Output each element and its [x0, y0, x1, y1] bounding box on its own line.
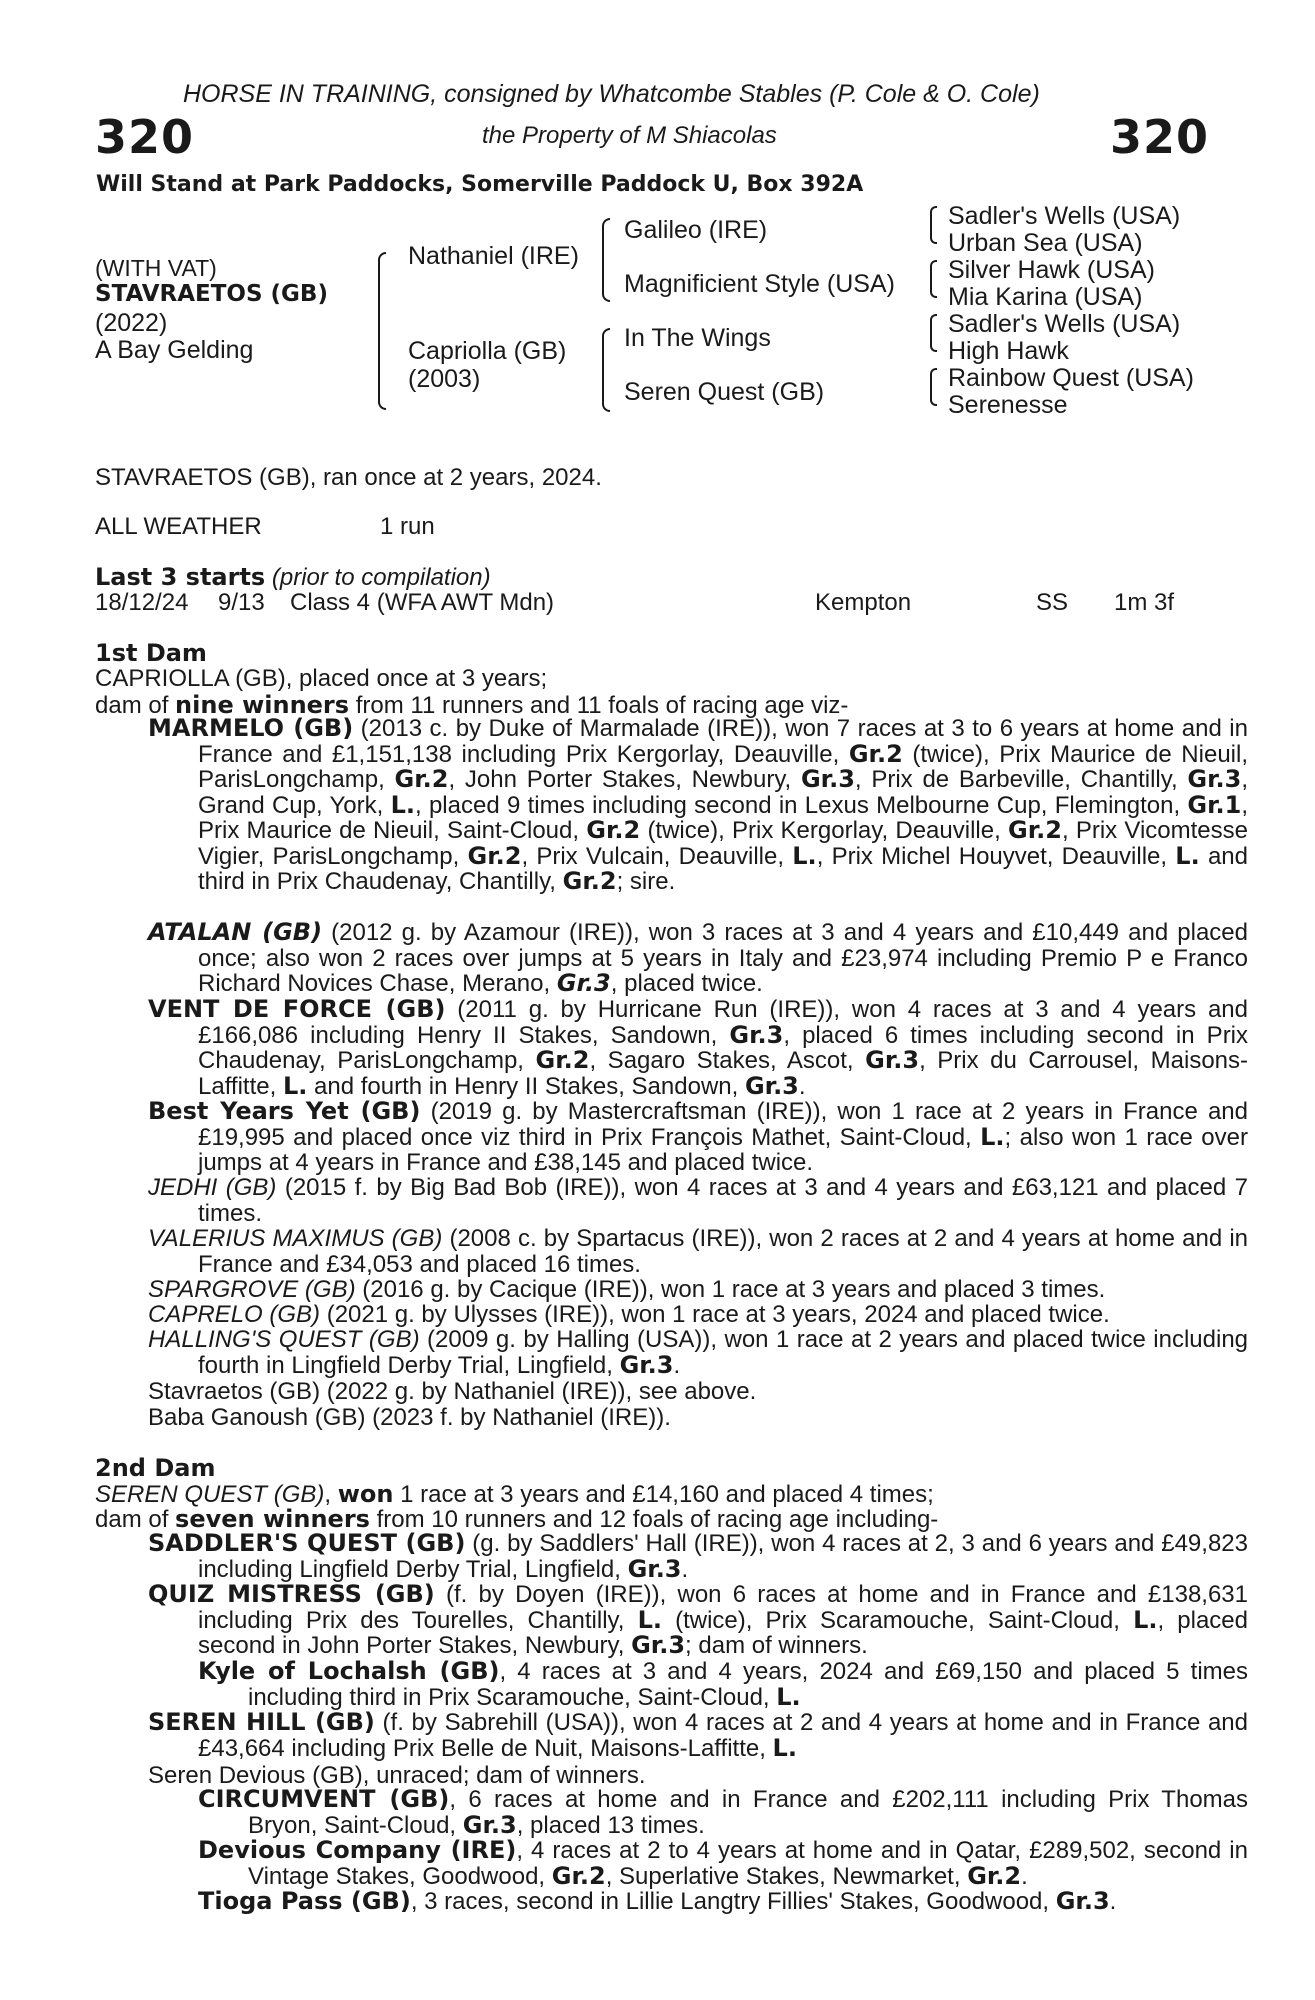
second-dam-heading: 2nd Dam [95, 1454, 216, 1482]
entry-tioga-pass: Tioga Pass (GB), 3 races, second in Lillie Langtry Fillies' Stakes, Goodwood, Gr.3. [198, 1887, 1117, 1915]
entry-stavraetos: Stavraetos (GB) (2022 g. by Nathaniel (IRE)), see above. [148, 1378, 757, 1405]
pedigree-g3: Mia Karina (USA) [948, 283, 1143, 311]
entry-seren-hill: SEREN HILL (GB) (f. by Sabrehill (USA)), won 4 races at 2 and 4 years at home and in France and £43,664 including Prix Belle de Nuit, Maisons-Laffitte, L. [148, 1708, 1248, 1762]
entry-quiz-mistress: QUIZ MISTRESS (GB) (f. by Doyen (IRE)), won 6 races at home and in France and £138,631 including Prix des Tourelles, Chantilly, L. (twice), Prix Scaramouche, Saint-Cloud, L., placed second in John Porter Stakes, Newbury, Gr.3; dam of winners. [148, 1580, 1249, 1659]
brace-main [378, 252, 386, 410]
record-surface: ALL WEATHER [95, 513, 262, 540]
entry-circumvent: CIRCUMVENT (GB), 6 races at home and in France and £202,111 including Prix Thomas Bryon, Saint-Cloud, Gr.3, placed 13 times. [198, 1785, 1249, 1839]
entry-kyle-of-lochalsh: Kyle of Lochalsh (GB), 4 races at 3 and 4 years, 2024 and £69,150 and placed 5 times including third in Prix Scaramouche, Saint-Cloud, L. [198, 1657, 1248, 1711]
brace-g3-2 [930, 260, 937, 298]
stand-location: Will Stand at Park Paddocks, Somerville Paddock U, Box 392A [96, 172, 864, 197]
start-race: Class 4 (WFA AWT Mdn) [290, 589, 555, 616]
start-going: SS [1036, 589, 1069, 616]
pedigree-dam: Capriolla (GB) [408, 337, 567, 365]
pedigree-dam-year: (2003) [408, 365, 481, 393]
pedigree-g3: Urban Sea (USA) [948, 229, 1143, 257]
entry-caprelo: CAPRELO (GB) (2021 g. by Ulysses (IRE)), won 1 race at 3 years, 2024 and placed twice. [148, 1301, 1110, 1328]
second-dam-intro: SEREN QUEST (GB), won 1 race at 3 years and £14,160 and placed 4 times; [95, 1480, 934, 1508]
brace-g3-3 [930, 314, 937, 352]
entry-baba-ganoush: Baba Ganoush (GB) (2023 f. by Nathaniel (IRE)). [148, 1404, 671, 1431]
brace-g3-4 [930, 368, 937, 406]
entry-saddlers-quest: SADDLER'S QUEST (GB) (g. by Saddlers' Hall (IRE)), won 4 races at 2, 3 and 6 years and £49,823 including Lingfield Derby Trial, Lingfield, Gr.3. [148, 1529, 1248, 1583]
last-starts-note: (prior to compilation) [271, 564, 491, 591]
horse-description: A Bay Gelding [95, 336, 254, 364]
pedigree-g3: Sadler's Wells (USA) [948, 310, 1181, 338]
consignment-line: HORSE IN TRAINING, consigned by Whatcombe Stables (P. Cole & O. Cole) [183, 80, 1040, 108]
start-course: Kempton [815, 589, 912, 616]
start-position: 9/13 [218, 589, 265, 616]
pedigree-g3: Silver Hawk (USA) [948, 256, 1155, 284]
start-date: 18/12/24 [95, 589, 189, 616]
pedigree-sire: Nathaniel (IRE) [408, 242, 579, 270]
start-distance: 1m 3f [1114, 589, 1175, 616]
last-starts-heading [95, 563, 491, 592]
brace-sire [602, 218, 610, 302]
lot-number-right: 320 [1110, 110, 1210, 164]
entry-seren-devious: Seren Devious (GB), unraced; dam of winners. [148, 1762, 646, 1789]
horse-name: STAVRAETOS (GB) [95, 281, 328, 307]
pedigree-sire-sire: Galileo (IRE) [624, 216, 768, 244]
pedigree-g3: Rainbow Quest (USA) [948, 364, 1194, 392]
entry-vent-de-force: VENT DE FORCE (GB) (2011 g. by Hurricane Run (IRE)), won 4 races at 3 and 4 years and £166,086 including Henry II Stakes, Sandown, Gr.3, placed 6 times including second in Prix Chaudenay, ParisLongchamp, Gr.2, Sagaro Stakes, Ascot, Gr.3, Prix du Carrousel, Maisons-Laffitte, L. and fourth in Henry II Stakes, Sandown, Gr.3. [148, 995, 1249, 1100]
entry-atalan: ATALAN (GB) (2012 g. by Azamour (IRE)), won 3 races at 3 and 4 years and £10,449 and placed once; also won 2 races over jumps at 5 years in Italy and £23,974 including Premio P e Franco Richard Novices Chase, Merano, Gr.3, placed twice. [148, 918, 1249, 997]
first-dam-heading: 1st Dam [95, 639, 207, 667]
entry-jedhi: JEDHI (GB) (2015 f. by Big Bad Bob (IRE)), won 4 races at 3 and 4 years and £63,121 and placed 7 times. [148, 1174, 1248, 1227]
entry-devious-company: Devious Company (IRE), 4 races at 2 to 4 years at home and in Qatar, £289,502, second in Vintage Stakes, Goodwood, Gr.2, Superlative Stakes, Newmarket, Gr.2. [198, 1836, 1248, 1890]
lot-number-left: 320 [95, 110, 195, 164]
entry-valerius-maximus: VALERIUS MAXIMUS (GB) (2008 c. by Spartacus (IRE)), won 2 races at 2 and 4 years at home and in France and £34,053 and placed 16 times. [148, 1225, 1248, 1278]
record-runs: 1 run [380, 513, 435, 540]
race-summary: STAVRAETOS (GB), ran once at 2 years, 2024. [95, 464, 602, 491]
brace-g3-1 [930, 206, 937, 244]
vat-note: (WITH VAT) [95, 255, 217, 281]
entry-spargrove: SPARGROVE (GB) (2016 g. by Cacique (IRE)), won 1 race at 3 years and placed 3 times. [148, 1276, 1106, 1303]
horse-year: (2022) [95, 309, 168, 337]
brace-dam [602, 328, 610, 412]
property-line: the Property of M Shiacolas [482, 122, 777, 149]
entry-hallings-quest: HALLING'S QUEST (GB) (2009 g. by Halling (USA)), won 1 race at 2 years and placed twice including fourth in Lingfield Derby Trial, Lingfield, Gr.3. [148, 1326, 1249, 1379]
pedigree-dam-sire: In The Wings [624, 324, 771, 352]
pedigree-g3: Sadler's Wells (USA) [948, 202, 1181, 230]
pedigree-sire-dam: Magnificient Style (USA) [624, 270, 895, 298]
entry-marmelo: MARMELO (GB) (2013 c. by Duke of Marmalade (IRE)), won 7 races at 3 to 6 years at home and in France and £1,151,138 including Prix Kergorlay, Deauville, Gr.2 (twice), Prix Maurice de Nieuil, ParisLongchamp, Gr.2, John Porter Stakes, Newbury, Gr.3, Prix de Barbeville, Chantilly, Gr.3, Grand Cup, York, L., placed 9 times including second in Lexus Melbourne Cup, Flemington, Gr.1, Prix Maurice de Nieuil, Saint-Cloud, Gr.2 (twice), Prix Kergorlay, Deauville, Gr.2, Prix Vicomtesse Vigier, ParisLongchamp, Gr.2, Prix Vulcain, Deauville, L., Prix Michel Houyvet, Deauville, L. and third in Prix Chaudenay, Chantilly, Gr.2; sire. [148, 714, 1249, 895]
pedigree-g3: High Hawk [948, 337, 1069, 365]
last-starts-title: Last 3 starts [95, 563, 266, 591]
first-dam-produce: dam of nine winners from 11 runners and 11 foals of racing age viz- [95, 691, 849, 719]
second-dam-produce: dam of seven winners from 10 runners and 12 foals of racing age including- [95, 1505, 939, 1533]
entry-best-years-yet: Best Years Yet (GB) (2019 g. by Mastercraftsman (IRE)), won 1 race at 2 years in France and £19,995 and placed once viz third in Prix François Mathet, Saint-Cloud, L.; also won 1 race over jumps at 4 years in France and £38,145 and placed twice. [148, 1097, 1248, 1176]
pedigree-g3: Serenesse [948, 391, 1068, 419]
first-dam-intro: CAPRIOLLA (GB), placed once at 3 years; [95, 665, 548, 692]
pedigree-dam-dam: Seren Quest (GB) [624, 378, 825, 406]
